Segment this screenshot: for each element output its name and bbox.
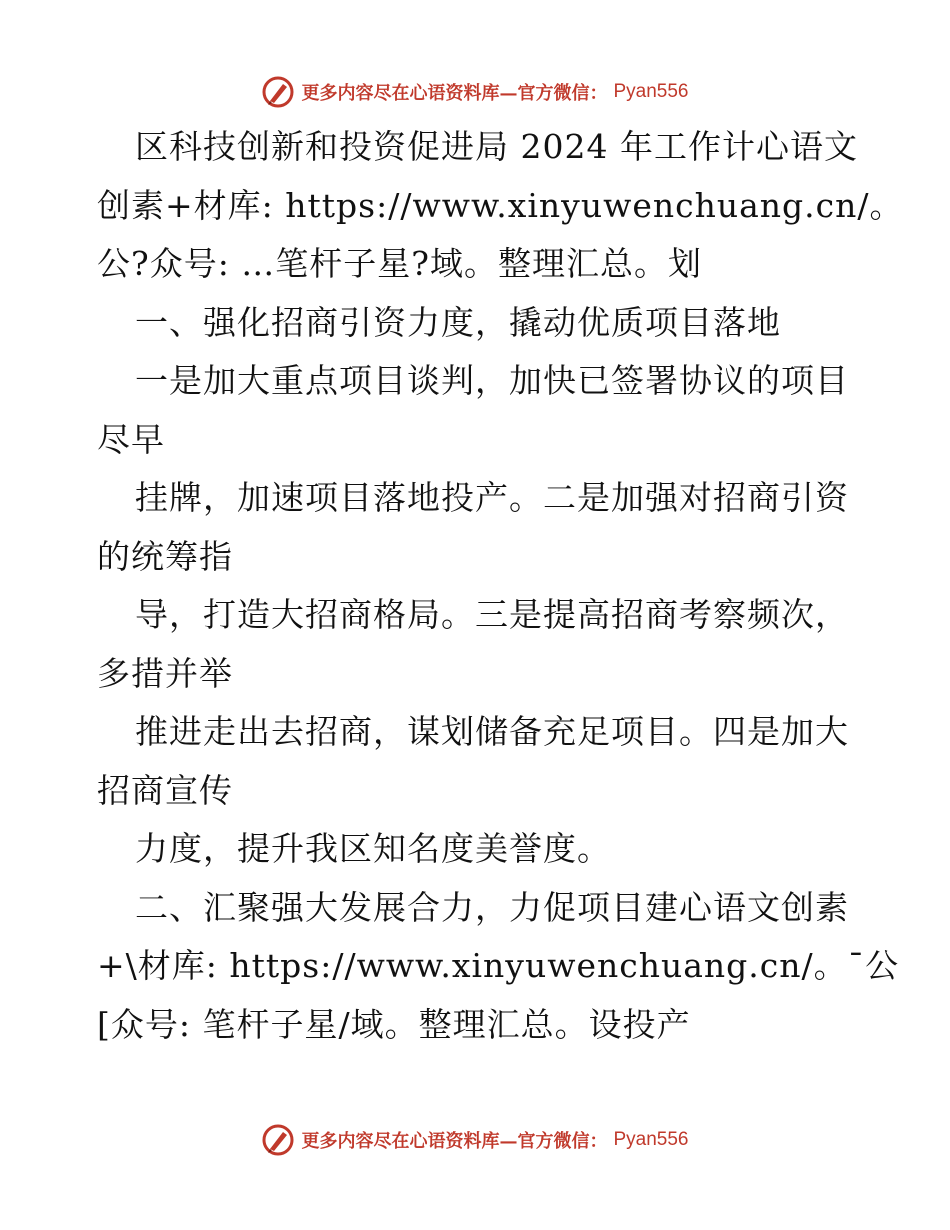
body-line: 力度，提升我区知名度美誉度。: [135, 829, 611, 868]
watermark-handle: Pyan556: [613, 81, 689, 102]
body-line: 尽早: [97, 419, 165, 459]
body-line: +\材库: https://www.xinyuwenchuang.cn/。¯公: [97, 946, 900, 985]
body-line: 挂牌，加速项目落地投产。二是加强对招商引资: [135, 478, 849, 517]
section-heading: 一、强化招商引资力度，撬动优质项目落地: [135, 302, 781, 342]
body-line: 推进走出去招商，谋划储备充足项目。四是加大: [135, 712, 849, 751]
body-line: 创素+材库: https://www.xinyuwenchuang.cn/。: [97, 185, 904, 225]
body-line: 一是加大重点项目谈判，加快已签署协议的项目: [135, 361, 849, 400]
footer-watermark: [0, 1120, 950, 1160]
body-line: 多措并举: [97, 653, 233, 693]
body-line: [众号: 笔杆子星/域。整理汇总。设投产: [97, 1004, 691, 1044]
watermark-text: 更多内容尽在心语资料库—官方微信：: [301, 83, 608, 104]
watermark-handle: Pyan556: [613, 1129, 689, 1150]
quill-logo-icon: [261, 1123, 295, 1157]
section-heading: 二、汇聚强大发展合力，力促项目建心语文创素: [135, 887, 849, 927]
body-line: 区科技创新和投资促进局 2024 年工作计心语文: [135, 127, 858, 166]
body-line: 公?众号: …笔杆子星?域。整理汇总。划: [97, 244, 702, 283]
quill-logo-icon: [261, 75, 295, 109]
body-line: 招商宣传: [97, 770, 233, 810]
document-body: [97, 118, 904, 1054]
watermark-text: 更多内容尽在心语资料库—官方微信：: [301, 1131, 608, 1152]
header-watermark: [0, 72, 950, 112]
body-line: 的统筹指: [97, 536, 233, 576]
body-line: 导，打造大招商格局。三是提高招商考察频次，: [135, 595, 849, 634]
